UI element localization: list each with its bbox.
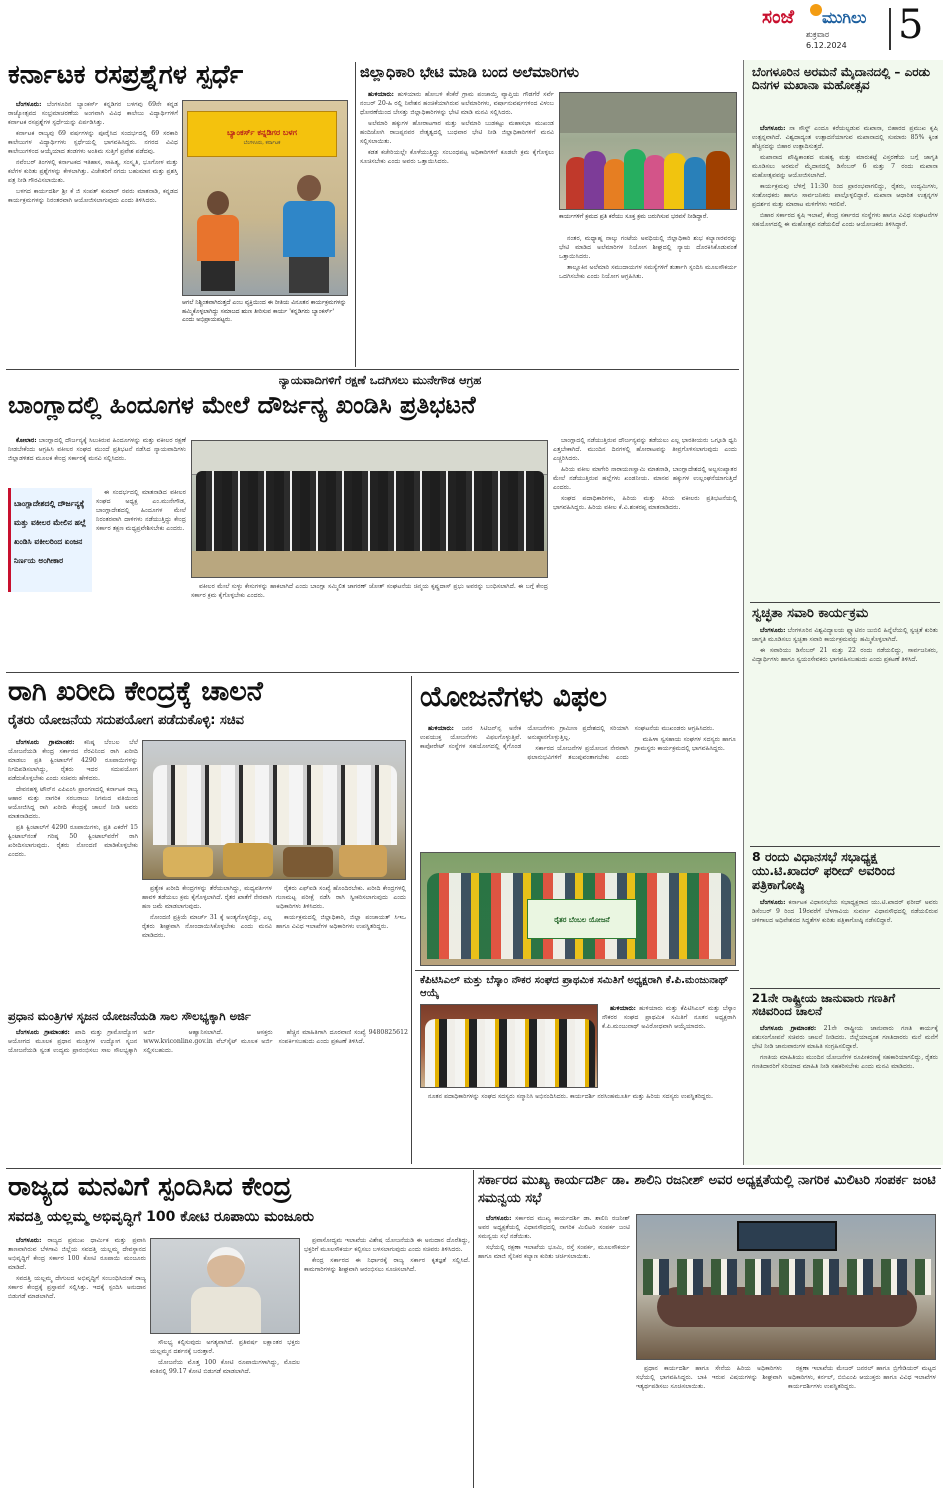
sidebar-divider-1 xyxy=(750,602,940,603)
story7-photo xyxy=(420,1004,598,1088)
story2-headline: ಜಿಲ್ಲಾಧಿಕಾರಿ ಭೇಟಿ ಮಾಡಿ ಬಂದ ಅಲೆಮಾರಿಗಳು xyxy=(360,65,580,81)
story8-para2-0: ಪ್ರವಾಸೋದ್ಯಮ ಇಲಾಖೆಯ ವಿಶೇಷ ಯೋಜನೆಯಡಿ ಈ ಅನುದಾನ ದೊರೆತಿದ್ದು, ಭಕ್ತರಿಗೆ ಮೂಲಸೌಕರ್ಯ ಕಲ್ಪಿಸಲು ಬಳಸಲಾಗುವುದು ಎಂದು ಸಚಿವರು ತಿಳಿಸಿದರು. xyxy=(304,1237,470,1253)
story3-pullquote xyxy=(8,488,92,592)
sidebar-s4-para-0: 21ನೇ ರಾಷ್ಟ್ರೀಯ ಜಾನುವಾರು ಗಣತಿ ಕಾರ್ಯಕ್ಕೆ ಪಶುಸಂಗೋಪನೆ ಸಚಿವರು ಚಾಲನೆ ನೀಡಿದರು. ಜಿಲ್ಲೆಯಾದ್ಯಂತ ಗಣತಿದಾರರು ಮನೆ ಮನೆಗೆ ಭೇಟಿ ನೀಡಿ ಜಾನುವಾರುಗಳ ಮಾಹಿತಿ ಸಂಗ್ರಹಿಸಲಿದ್ದಾರೆ. xyxy=(752,1025,938,1050)
sidebar-s3-para-0: ಕರ್ನಾಟಕ ವಿಧಾನಸಭೆಯ ಸಭಾಧ್ಯಕ್ಷರಾದ ಯು.ಟಿ.ಖಾದರ್ ಫರೀದ್ ಅವರು ಡಿಸೆಂಬರ್ 9 ರಿಂದ 19ರವರೆಗೆ ಬೆಳಗಾವಿಯ ಸುವರ್ಣ ವಿಧಾನಸೌಧದಲ್ಲಿ ನಡೆಯಲಿರುವ ಚಳಿಗಾಲದ ಅಧಿವೇಶನದ ಸಿದ್ಧತೆಗಳ ಕುರಿತು ಪತ್ರಿಕಾಗೋಷ್ಠಿ ನಡೆಸಲಿದ್ದಾರೆ. xyxy=(752,899,938,924)
masthead-divider xyxy=(889,8,891,50)
sidebar-s1-body xyxy=(752,124,938,598)
story5-dateline: ಬೆಂಗಳೂರು ಗ್ರಾಮಾಂತರ: xyxy=(16,1029,70,1036)
sidebar-s2-headline: ಸ್ವಚ್ಛತಾ ಸವಾರಿ ಕಾರ್ಯಕ್ರಮ xyxy=(752,606,869,621)
story6-dateline: ಹುಳಿಯಾರು: xyxy=(428,725,454,732)
sidebar-s2-para-0: ಬೆಂಗಳೂರಿನ ವಿಶ್ವವಿದ್ಯಾಲಯ ಪ್ಲ್ಯಾಟಿನಂ ಜುಬಿಲಿ ಹಿನ್ನೆಲೆಯಲ್ಲಿ ಸ್ವಚ್ಛತೆ ಕುರಿತು ಜಾಗೃತಿ ಮೂಡಿಸಲು ಸ್ವಚ್ಛತಾ ಸವಾರಿ ಕಾರ್ಯಕ್ರಮವನ್ನು ಹಮ್ಮಿಕೊಳ್ಳಲಾಗಿದೆ. xyxy=(752,627,938,643)
story1-banner-sub: ಬೆಂಗಳೂರು, ಕರ್ನಾಟಕ xyxy=(243,140,281,146)
sidebar-s4-para-1: ಗಣತಿಯ ಮಾಹಿತಿಯು ಮುಂದಿನ ಯೋಜನೆಗಳ ರೂಪೀಕರಣಕ್ಕೆ ಸಹಕಾರಿಯಾಗಲಿದ್ದು, ರೈತರು ಗಣತಿದಾರರಿಗೆ ಸರಿಯಾದ ಮಾಹಿತಿ ನೀಡಿ ಸಹಕರಿಸಬೇಕು ಎಂದು ಮನವಿ ಮಾಡಿದರು. xyxy=(752,1054,938,1070)
story9-para3-0: ರಕ್ಷಣಾ ಇಲಾಖೆಯ ಮೇಜರ್ ಜನರಲ್ ಹಾಗೂ ಬ್ರಿಗೇಡಿಯರ್ ಮಟ್ಟದ ಅಧಿಕಾರಿಗಳು, ಕರ್ನಲ್, ಬಿಬಿಎಂಪಿ ಆಯುಕ್ತರು ಹಾಗೂ ವಿವಿಧ ಇಲಾಖೆಗಳ ಕಾರ್ಯದರ್ಶಿಗಳು ಉಪಸ್ಥಿತರಿದ್ದರು. xyxy=(788,1365,936,1390)
story1-body xyxy=(8,100,178,348)
story7-para-1: ನೂತನ ಪದಾಧಿಕಾರಿಗಳನ್ನು ಸಂಘದ ಸದಸ್ಯರು ಸನ್ಮಾನಿಸಿ ಅಭಿನಂದಿಸಿದರು. ಕಾರ್ಯದರ್ಶಿ ನರಸಿಂಹಮೂರ್ತಿ ಮತ್ತು ಹಿರಿಯ ಸದಸ್ಯರು ಉಪಸ್ಥಿತರಿದ್ದರು. xyxy=(428,1093,713,1100)
story9-dateline: ಬೆಂಗಳೂರು: xyxy=(486,1215,512,1222)
story1-dateline: ಬೆಂಗಳೂರು: xyxy=(16,101,42,108)
story2-body-2 xyxy=(559,234,737,362)
story7-body xyxy=(602,1004,736,1088)
story3-body xyxy=(8,436,186,484)
masthead-date: 6.12.2024 xyxy=(806,41,847,50)
story2-para-2: ಕಡತ ಕಚೇರಿಯಲ್ಲೇ ಕೊಳೆಯುತ್ತಿದ್ದು ಸಂಬಂಧಪಟ್ಟ ಅಧಿಕಾರಿಗಳಿಗೆ ಕೂಡಲೇ ಕ್ರಮ ಕೈಗೊಳ್ಳಲು ಸೂಚಿಸಬೇಕು ಎಂದು ಅವರು ಒತ್ತಾಯಿಸಿದರು. xyxy=(360,149,554,165)
story4-body-b xyxy=(142,884,272,1006)
story9-headline: ಸರ್ಕಾರದ ಮುಖ್ಯ ಕಾರ್ಯದರ್ಶಿ ಡಾ. ಶಾಲಿನಿ ರಜನೀಶ್ ಅವರ ಅಧ್ಯಕ್ಷತೆಯಲ್ಲಿ ನಾಗರಿಕ ಮಿಲಿಟರಿ ಸಂಪರ್ಕ ಜಂಟಿ ಸಮನ್ವಯ ಸಭೆ xyxy=(478,1173,936,1206)
story1-banner-title: ಬ್ಯಾಂಕರ್ಸ್ ಕನ್ನಡಿಗರ ಬಳಗ xyxy=(227,128,297,137)
divider-2 xyxy=(6,369,739,370)
story2-body xyxy=(360,90,554,362)
story2-group xyxy=(566,137,732,209)
story5-para-0: ಖಾದಿ ಮತ್ತು ಗ್ರಾಮೋದ್ಯೋಗ ಆಯೋಗದ ಮೂಲಕ ಪ್ರಧಾನ ಮಂತ್ರಿಗಳ ಉದ್ಯೋಗ ಸೃಜನ ಯೋಜನೆಯಡಿ ಸ್ವಂತ ಉದ್ಯಮ ಪ್ರಾರಂಭಿಸಲು ಸಾಲ ಸೌಲಭ್ಯಕ್ಕಾಗಿ ಅರ್ಜಿ ಆಹ್ವಾನಿಸಲಾಗಿದೆ. ಆಸಕ್ತರು www.kviconline.gov.in ವೆಬ್‌ಸೈಟ್ ಮೂಲಕ ಅರ್ಜಿ ಸಲ್ಲಿಸಬಹುದು. xyxy=(8,1029,273,1054)
story6-para-1: ಸರ್ಕಾರದ ಯೋಜನೆಗಳ ಪ್ರಯೋಜನ ನೇರವಾಗಿ ಫಲಾನುಭವಿಗಳಿಗೆ ತಲುಪುವಂತಾಗಬೇಕು ಎಂದು ಸಂಘಟನೆಯ ಮುಖಂಡರು ಆಗ್ರಹಿಸಿದರು. xyxy=(527,725,715,761)
sidebar-s2-para-1: ಈ ಸವಾರಿಯು ಡಿಸೆಂಬರ್ 21 ಮತ್ತು 22 ರಂದು ನಡೆಯಲಿದ್ದು, ಸಾರ್ವಜನಿಕರು, ವಿದ್ಯಾರ್ಥಿಗಳು ಹಾಗೂ ಸ್ವಯಂಸೇವಕರು ಭಾಗವಹಿಸಬಹುದು ಎಂದು ಪ್ರಕಟಣೆ ತಿಳಿಸಿದೆ. xyxy=(752,647,938,663)
sidebar-s1-para-3: ಬಿಹಾರ ಸರ್ಕಾರದ ಕೃಷಿ ಇಲಾಖೆ, ಕೇಂದ್ರ ಸರ್ಕಾರದ ಸಂಸ್ಥೆಗಳು ಹಾಗೂ ವಿವಿಧ ಸಂಘಟನೆಗಳ ಸಹಯೋಗದಲ್ಲಿ ಈ ಮಹೋತ್ಸವ ನಡೆಯಲಿದೆ ಎಂದು ಆಯೋಜಕರು ತಿಳಿಸಿದ್ದಾರೆ. xyxy=(752,212,938,228)
story8-dateline: ಬೆಂಗಳೂರು: xyxy=(16,1237,42,1244)
sidebar-s3-body xyxy=(752,898,938,984)
story4-dateline: ಬೆಂಗಳೂರು ಗ್ರಾಮಾಂತರ: xyxy=(16,739,75,746)
page-number: 5 xyxy=(898,2,924,48)
story3-para-0: ಬಾಂಗ್ಲಾದಲ್ಲಿ ದೌರ್ಜನ್ಯಕ್ಕೆ ಸಿಲುಕಿರುವ ಹಿಂದೂಗಳನ್ನು ಮತ್ತು ವಕೀಲರ ರಕ್ಷಣೆ ನೀಡಬೇಕೆಂದು ಆಗ್ರಹಿಸಿ ವಕೀಲರ ಸಂಘದ ಮುಂದೆ ಪ್ರತಿಭಟನೆ ನಡೆಸಿದ ನ್ಯಾಯವಾದಿಗಳು ಜಿಲ್ಲಾಡಳಿತದ ಮೂಲಕ ಕೇಂದ್ರ ಸರ್ಕಾರಕ್ಕೆ ಮನವಿ ಸಲ್ಲಿಸಿದರು. xyxy=(8,437,186,462)
story4-people xyxy=(153,765,397,845)
logo-sun-icon xyxy=(810,4,822,16)
story1-person-right xyxy=(281,175,337,293)
story1-para-1: ಕರ್ನಾಟಕ ರಾಜ್ಯವು 69 ವರ್ಷಗಳನ್ನು ಪೂರೈಸಿದ ಸಂದರ್ಭದಲ್ಲಿ 69 ಸರಕಾರಿ ಕಾಲೇಜುಗಳ ವಿದ್ಯಾರ್ಥಿಗಳು ಸ್ಪರ್ಧೆಯಲ್ಲಿ ಭಾಗವಹಿಸಿದ್ದರು. ನಗರದ ವಿವಿಧ ಕಾಲೇಜುಗಳಿಂದ ಆಯ್ಕೆಯಾದ ತಂಡಗಳು ಅಂತಿಮ ಸುತ್ತಿಗೆ ಪ್ರವೇಶ ಪಡೆದವು. xyxy=(8,130,178,155)
story8-para3-1: ಯೋಜನೆಯ ಮೊತ್ತ 100 ಕೋಟಿ ರೂಪಾಯಿಗಳಾಗಿದ್ದು, ಮೊದಲ ಕಂತಿನಲ್ಲಿ 99.17 ಕೋಟಿ ಬಿಡುಗಡೆ ಮಾಡಲಾಗಿದೆ. xyxy=(150,1359,300,1375)
story6-para-2: ಮಹಿಳಾ ಸ್ವಸಹಾಯ ಸಂಘಗಳ ಸದಸ್ಯರು ಹಾಗೂ ಗ್ರಾಮಸ್ಥರು ಕಾರ್ಯಕ್ರಮದಲ್ಲಿ ಭಾಗವಹಿಸಿದ್ದರು. xyxy=(634,736,736,752)
sidebar-s1-dateline: ಬೆಂಗಳೂರು: xyxy=(760,125,786,132)
masthead xyxy=(0,0,945,58)
story4-para-1: ದೇವನಹಳ್ಳಿ ಟೌನ್‌ನ ಎಪಿಎಂಸಿ ಪ್ರಾಂಗಣದಲ್ಲಿ ಕರ್ನಾಟಕ ರಾಜ್ಯ ಆಹಾರ ಮತ್ತು ನಾಗರಿಕ ಸರಬರಾಜು ನಿಗಮದ ವತಿಯಿಂದ ಆಯೋಜಿಸಿದ್ದ ರಾಗಿ ಖರೀದಿ ಕೇಂದ್ರಕ್ಕೆ ಚಾಲನೆ ನೀಡಿ ಅವರು ಮಾತನಾಡಿದರು. xyxy=(8,786,138,820)
sidebar-s4-body xyxy=(752,1024,938,1162)
divider-5 xyxy=(415,970,739,971)
story1-photo xyxy=(182,100,348,296)
story3-body-c xyxy=(553,436,737,666)
masthead-day: ಶುಕ್ರವಾರ xyxy=(806,30,830,39)
story1-para-3: ಬಳಗದ ಕಾರ್ಯದರ್ಶಿ ಶ್ರೀ ಕೆ ಜಿ ಸಂಪತ್ ಕುಮಾರ್ ರವರು ಮಾತನಾಡಿ, ಕನ್ನಡದ ಕಾರ್ಯಕ್ರಮಗಳನ್ನು ನಿರಂತರವಾಗಿ ಆಯೋಜಿಸಲಾಗುವುದು ಎಂದು ತಿಳಿಸಿದರು. xyxy=(8,188,178,204)
story4-para-2: ಪ್ರತಿ ಕ್ವಿಂಟಾಲ್‌ಗೆ 4290 ರೂಪಾಯಿಗಳು, ಪ್ರತಿ ಎಕರೆಗೆ 15 ಕ್ವಿಂಟಾಲ್‌ನಂತೆ ಗರಿಷ್ಠ 50 ಕ್ವಿಂಟಾಲ್‌ವರೆಗೆ ರಾಗಿ ಖರೀದಿಸಲಾಗುವುದು. ರೈತರು ನೋಂದಣಿ ಮಾಡಿಕೊಳ್ಳಬೇಕು ಎಂದರು. xyxy=(8,824,138,858)
story1-para-2: ನವೆಂಬರ್ ತಿಂಗಳಲ್ಲಿ ಕರ್ನಾಟಕದ ಇತಿಹಾಸ, ಸಾಹಿತ್ಯ, ಸಂಸ್ಕೃತಿ, ಭೂಗೋಳ ಮತ್ತು ಕಲೆಗಳ ಕುರಿತು ಪ್ರಶ್ನೆಗಳನ್ನು ಕೇಳಲಾಗಿತ್ತು. ವಿಜೇತರಿಗೆ ನಗದು ಬಹುಮಾನ ಮತ್ತು ಪ್ರಶಸ್ತಿ ಪತ್ರ ನೀಡಿ ಗೌರವಿಸಲಾಯಿತು. xyxy=(8,159,178,184)
sidebar-s4-headline: 21ನೇ ರಾಷ್ಟ್ರೀಯ ಜಾನುವಾರು ಗಣತಿಗೆ ಸಚಿವರಿಂದ ಚಾಲನೆ xyxy=(752,991,896,1018)
story4-para-0: ಕನಿಷ್ಠ ಬೆಂಬಲ ಬೆಲೆ ಯೋಜನೆಯಡಿ ಕೇಂದ್ರ ಸರ್ಕಾರದ ನೆರವಿನಿಂದ ರಾಗಿ ಖರೀದಿ ಮಾಡಲು ಪ್ರತಿ ಕ್ವಿಂಟಾಲ್‌ಗೆ 4290 ರೂಪಾಯಿಗಳನ್ನು ನಿಗದಿಪಡಿಸಲಾಗಿದ್ದು, ರೈತರು ಇದರ ಸದುಪಯೋಗ ಪಡೆದುಕೊಳ್ಳಬೇಕು ಎಂದು ಸಚಿವರು ಹೇಳಿದರು. xyxy=(8,739,138,782)
story8-body-b xyxy=(150,1338,300,1486)
story3-para2-1: ಹಿರಿಯ ವಕೀಲ ಮಾಗೇರಿ ನಾರಾಯಣಸ್ವಾಮಿ ಮಾತನಾಡಿ, ಬಾಂಗ್ಲಾದೇಶದಲ್ಲಿ ಅಲ್ಪಸಂಖ್ಯಾತರ ಮೇಲೆ ನಡೆಯುತ್ತಿರುವ ಹಲ್ಲೆಗಳು ಖಂಡನೀಯ. ಮಾನವ ಹಕ್ಕುಗಳ ಉಲ್ಲಂಘನೆಯಾಗುತ್ತಿದೆ ಎಂದರು. xyxy=(553,466,737,491)
story3-body-b xyxy=(96,488,186,592)
story8-subhead: ಸವದತ್ತಿ ಯಲ್ಲಮ್ಮ ಅಭಿವೃದ್ಧಿಗೆ 100 ಕೋಟಿ ರೂಪಾಯಿ ಮಂಜೂರು xyxy=(8,1209,314,1225)
story9-para-1: ಸಭೆಯಲ್ಲಿ ರಕ್ಷಣಾ ಇಲಾಖೆಯ ಭೂಮಿ, ರಸ್ತೆ ಸಂಪರ್ಕ, ಮೂಲಸೌಕರ್ಯ ಹಾಗೂ ಮಾಜಿ ಸೈನಿಕರ ಕಲ್ಯಾಣ ಕುರಿತು ಚರ್ಚಿಸಲಾಯಿತು. xyxy=(478,1244,630,1260)
story3-crowd xyxy=(196,471,544,551)
sidebar-s1-para-2: ಕಾರ್ಯಕ್ರಮವು ಬೆಳಿಗ್ಗೆ 11:30 ರಿಂದ ಪ್ರಾರಂಭವಾಗಲಿದ್ದು, ರೈತರು, ಉದ್ಯಮಿಗಳು, ಸಂಶೋಧಕರು ಹಾಗೂ ಸಾರ್ವಜನಿಕರು ಪಾಲ್ಗೊಳ್ಳಲಿದ್ದಾರೆ. ಮಖಾನಾ ಆಧಾರಿತ ಉತ್ಪನ್ನಗಳ ಪ್ರದರ್ಶನ ಮತ್ತು ಮಾರಾಟ ಮಳಿಗೆಗಳು ಇರಲಿವೆ. xyxy=(752,183,938,208)
divider-1 xyxy=(355,62,356,367)
story8-headline: ರಾಜ್ಯದ ಮನವಿಗೆ ಸ್ಪಂದಿಸಿದ ಕೇಂದ್ರ xyxy=(8,1172,292,1202)
story4-para2-0: ಪ್ರತ್ಯೇಕ ಖರೀದಿ ಕೇಂದ್ರಗಳನ್ನು ತೆರೆಯಲಾಗಿದ್ದು, ಮಧ್ಯವರ್ತಿಗಳ ಹಾವಳಿ ತಡೆಯಲು ಕ್ರಮ ಕೈಗೊಳ್ಳಲಾಗಿದೆ. ರೈತರ ಖಾತೆಗೆ ನೇರವಾಗಿ ಹಣ ಜಮೆ ಮಾಡಲಾಗುವುದು. xyxy=(142,885,272,910)
sidebar-divider-3 xyxy=(750,988,940,989)
sidebar-s2-body xyxy=(752,626,938,842)
divider-6 xyxy=(6,1168,941,1169)
story8-portrait xyxy=(191,1247,261,1334)
story2-photo xyxy=(559,92,737,210)
story7-body-b xyxy=(420,1092,736,1162)
story7-dateline: ಹುಳಿಯಾರು: xyxy=(610,1005,636,1012)
sidebar-s3-dateline: ಬೆಂಗಳೂರು: xyxy=(760,899,786,906)
story2-para2-0: ನಂತರ, ಮಧ್ಯಾಹ್ನ ನಾಲ್ಕು ಗಂಟೆಯ ಅವಧಿಯಲ್ಲಿ ಜಿಲ್ಲಾಧಿಕಾರಿ ಶುಭ ಕಲ್ಯಾಣರವರನ್ನು ಭೇಟಿ ಮಾಡಿದ ಅಲೆಮಾರಿಗಳ ನಿಯೋಗ ಶೀಘ್ರದಲ್ಲಿ ನ್ಯಾಯ ದೊರಕಿಸಿಕೊಡುವಂತೆ ಒತ್ತಾಯಿಸಿದರು. xyxy=(559,235,737,260)
story9-para2-0: ಪ್ರಧಾನ ಕಾರ್ಯದರ್ಶಿ ಹಾಗೂ ಸೇನೆಯ ಹಿರಿಯ ಅಧಿಕಾರಿಗಳು ಸಭೆಯಲ್ಲಿ ಭಾಗವಹಿಸಿದ್ದರು. ಬಾಕಿ ಇರುವ ವಿಷಯಗಳನ್ನು ಶೀಘ್ರವಾಗಿ ಇತ್ಯರ್ಥಪಡಿಸಲು ಸೂಚಿಸಲಾಯಿತು. xyxy=(636,1365,782,1390)
sidebar-s1-para-1: ಮಖಾನಾದ ಪೌಷ್ಟಿಕಾಂಶದ ಮಹತ್ವ ಮತ್ತು ಮಾರುಕಟ್ಟೆ ವಿಸ್ತರಣೆಯ ಬಗ್ಗೆ ಜಾಗೃತಿ ಮೂಡಿಸಲು ಅರಮನೆ ಮೈದಾನದಲ್ಲಿ ಡಿಸೆಂಬರ್ 6 ಮತ್ತು 7 ರಂದು ಮಖಾನಾ ಮಹೋತ್ಸವವನ್ನು ಆಯೋಜಿಸಲಾಗಿದೆ. xyxy=(752,154,938,179)
story3-caption xyxy=(191,582,548,666)
story9-attendees xyxy=(643,1259,931,1295)
logo-sanje: ಸಂಜೆ xyxy=(762,6,795,28)
story7-headline: ಕೆಪಿಟಿಸಿಎಲ್ ಮತ್ತು ಬೆಸ್ಕಾಂ ನೌಕರ ಸಂಘದ ಪ್ರಾಥಮಿಕ ಸಮಿತಿಗೆ ಅಧ್ಯಕ್ಷರಾಗಿ ಕೆ.ಪಿ.ಮಂಜುನಾಥ್ ಆಯ್ಕೆ xyxy=(420,975,729,999)
story1-banner xyxy=(187,111,337,157)
story3-headline: ಬಾಂಗ್ಲಾದಲ್ಲಿ ಹಿಂದೂಗಳ ಮೇಲೆ ದೌರ್ಜನ್ಯ ಖಂಡಿಸಿ ಪ್ರತಿಭಟನೆ xyxy=(8,391,476,419)
story5-headline: ಪ್ರಧಾನ ಮಂತ್ರಿಗಳ ಸೃಜನ ಯೋಜನೆಯಡಿ ಸಾಲ ಸೌಲಭ್ಯಕ್ಕಾಗಿ ಅರ್ಜಿ xyxy=(8,1009,251,1023)
story3-kicker: ನ್ಯಾಯವಾದಿಗಳಿಗೆ ರಕ್ಷಣೆ ಒದಗಿಸಲು ಮುನೇಗೌಡ ಆಗ್ರಹ xyxy=(278,373,482,387)
story8-para-1: ಸವದತ್ತಿ ಯಲ್ಲಮ್ಮ ದೇಗುಲದ ಅಭಿವೃದ್ಧಿಗೆ ಸಂಬಂಧಿಸಿದಂತೆ ರಾಜ್ಯ ಸರ್ಕಾರ ಕೇಂದ್ರಕ್ಕೆ ಪ್ರಸ್ತಾವನೆ ಸಲ್ಲಿಸಿತ್ತು. ಇದಕ್ಕೆ ಸ್ಪಂದಿಸಿ ಅನುದಾನ ಬಿಡುಗಡೆ ಮಾಡಲಾಗಿದೆ. xyxy=(8,1275,146,1300)
sidebar-s1-headline: ಬೆಂಗಳೂರಿನ ಅರಮನೆ ಮೈದಾನದಲ್ಲಿ – ಎರಡು ದಿನಗಳ ಮಖಾನಾ ಮಹೋತ್ಸವ xyxy=(752,65,931,93)
story6-photo xyxy=(420,852,736,966)
story8-body xyxy=(8,1236,146,1486)
sidebar-s3-headline: 8 ರಂದು ವಿಧಾನಸಭೆ ಸಭಾಧ್ಯಕ್ಷ ಯು.ಟಿ.ಖಾದರ್ ಫರೀದ್ ಅವರಿಂದ ಪತ್ರಿಕಾಗೋಷ್ಠಿ xyxy=(752,849,895,892)
story9-body-c xyxy=(788,1364,936,1486)
story5-para-1: ಹೆಚ್ಚಿನ ಮಾಹಿತಿಗಾಗಿ ದೂರವಾಣಿ ಸಂಖ್ಯೆ 9480825612 ಸಂಪರ್ಕಿಸಬಹುದು ಎಂದು ಪ್ರಕಟಣೆ ತಿಳಿಸಿದೆ. xyxy=(278,1029,408,1045)
story4-para3-0: ರೈತರು ಎಫ್‌ಐಡಿ ಸಂಖ್ಯೆ ಹೊಂದಿರಬೇಕು. ಖರೀದಿ ಕೇಂದ್ರಗಳಲ್ಲಿ ಗುಣಮಟ್ಟ ಪರೀಕ್ಷೆ ನಡೆಸಿ ರಾಗಿ ಸ್ವೀಕರಿಸಲಾಗುವುದು ಎಂದು ಅಧಿಕಾರಿಗಳು ತಿಳಿಸಿದರು. xyxy=(276,885,406,910)
divider-3 xyxy=(6,672,739,673)
story2-para2-1: ತಾಲ್ಲೂಕಿನ ಅಲೆಮಾರಿ ಸಮುದಾಯಗಳ ಸಮಸ್ಯೆಗಳಿಗೆ ತುರ್ತಾಗಿ ಸ್ಪಂದಿಸಿ ಮೂಲಸೌಕರ್ಯ ಒದಗಿಸಬೇಕು ಎಂದು ನಿಯೋಗ ಆಗ್ರಹಿಸಿತು. xyxy=(559,264,737,280)
story7-people xyxy=(425,1019,595,1087)
story7-para-0: ಹುಳಿಯಾರು ಮತ್ತು ಕೆಪಿಟಿಸಿಎಲ್ ಮತ್ತು ಬೆಸ್ಕಾಂ ನೌಕರರ ಸಂಘದ ಪ್ರಾಥಮಿಕ ಸಮಿತಿಗೆ ನೂತನ ಅಧ್ಯಕ್ಷರಾಗಿ ಕೆ.ಪಿ.ಮಂಜುನಾಥ್ ಅವಿರೋಧವಾಗಿ ಆಯ್ಕೆಯಾದರು. xyxy=(602,1005,736,1030)
story2-para-0: ಹುಳಿಯಾರು ಹೋಬಳಿ ಕೆಂಕೆರೆ ಗ್ರಾಮ ಪಂಚಾಯ್ತಿ ವ್ಯಾಪ್ತಿಯ ಗೌಡಗೆರೆ ಸರ್ವೆ ನಂಬರ್ 20-ಹಿ ರಲ್ಲಿ ನಿವೇಶನ ಹಂಚಿಕೆಯಾಗಿರುವ ಅಲೆಮಾರಿಗಳು, ವರ್ಷಾನುವರ್ಷಗಳಿಂದ ವಿಳಂಬ ಧೋರಣೆಯಿಂದ ಬೇಸತ್ತು ಜಿಲ್ಲಾಧಿಕಾರಿಗಳನ್ನು ಭೇಟಿ ಮಾಡಿ ಮನವಿ ಸಲ್ಲಿಸಿದರು. xyxy=(360,91,554,116)
story6-body xyxy=(420,724,736,848)
story9-body-b xyxy=(636,1364,782,1486)
story3-caption-text: ವಕೀಲರ ಮೇಲೆ ಸುಳ್ಳು ಕೇಸುಗಳನ್ನು ಹಾಕಲಾಗಿದೆ ಎಂದು ಬಾಂಗ್ಲಾ ಸಮ್ಮಿಲಿತ ಜಾಗರಣ್ ಜೋತ್ ಸಂಘಟನೆಯ ಚಿನ್ಮಯ ಕೃಷ್ಣದಾಸ್ ಪ್ರಭು ಅವರನ್ನು ಬಂಧಿಸಲಾಗಿದೆ. ಈ ಬಗ್ಗೆ ಕೇಂದ್ರ ಸರ್ಕಾರ ಕ್ರಮ ಕೈಗೊಳ್ಳಬೇಕು ಎಂದರು. xyxy=(191,583,548,599)
sidebar-s4-dateline: ಬೆಂಗಳೂರು ಗ್ರಾಮಾಂತರ: xyxy=(760,1025,817,1032)
story8-body-c xyxy=(304,1236,470,1486)
story3-photo xyxy=(191,440,548,578)
story1-headline: ಕರ್ನಾಟಕ ರಸಪ್ರಶ್ನೆಗಳ ಸ್ಪರ್ಧೆ xyxy=(8,60,244,90)
story4-grain-sacks xyxy=(163,841,387,877)
story4-headline: ರಾಗಿ ಖರೀದಿ ಕೇಂದ್ರಕ್ಕೆ ಚಾಲನೆ xyxy=(8,676,263,707)
story1-person-left xyxy=(195,191,241,291)
story6-banner xyxy=(527,899,637,939)
story8-para3-0: ಸೌಲಭ್ಯ ಕಲ್ಪಿಸುವುದು ಅಗತ್ಯವಾಗಿದೆ. ಪ್ರತಿವರ್ಷ ಲಕ್ಷಾಂತರ ಭಕ್ತರು ಯಲ್ಲಮ್ಮನ ದರ್ಶನಕ್ಕೆ ಬರುತ್ತಾರೆ. xyxy=(150,1339,300,1355)
story6-headline: ಯೋಜನೆಗಳು ವಿಫಲ xyxy=(420,680,608,713)
story2-caption: ಕಾರ್ಯಗಳಿಗೆ ಕ್ರಮದ ಪ್ರತಿ ಕರೆಯು ಸೂಕ್ತ ಕ್ರಮ ಜರುಗಿಸುವ ಭರವಸೆ ನೀಡಿದ್ದಾರೆ. xyxy=(559,213,709,220)
story8-photo xyxy=(150,1238,300,1334)
divider-7 xyxy=(473,1170,474,1488)
story9-photo xyxy=(636,1214,936,1360)
story3-pullquote-text: ಬಾಂಗ್ಲಾದೇಶದಲ್ಲಿ ದೌರ್ಜನ್ಯಕ್ಕೆ ಮತ್ತು ವಕೀಲರ ಮೇಲಿನ ಹಲ್ಲೆ ಖಂಡಿಸಿ ವಕೀಲರಿಂದ ಏಂಜನ ನಿರ್ಣಯ ಅಂಗೀಕಾರ xyxy=(14,499,86,565)
story3-para2-2: ಸಂಘದ ಪದಾಧಿಕಾರಿಗಳು, ಹಿರಿಯ ಮತ್ತು ಕಿರಿಯ ವಕೀಲರು ಪ್ರತಿಭಟನೆಯಲ್ಲಿ ಭಾಗವಹಿಸಿದ್ದರು. ಹಿರಿಯ ವಕೀಲ ಕೆ.ವಿ.ಶಂಕರಪ್ಪ ಮಾತನಾಡಿದರು. xyxy=(553,495,737,511)
story1-caption: ಆಗಲೆ ನಿಶ್ಚಿಂತವಾಗಿರುತ್ತದೆ ಎಂಬ ವ್ಯಕ್ತಿಯಿಂದ ಈ ರೀತಿಯ ವಿನೂತನ ಕಾರ್ಯಕ್ರಮಗಳನ್ನು ಹಮ್ಮಿಕೊಳ್ಳಲಾಗಿದ್ದು ಸಮಾಜದ ಋಣ ತೀರಿಸುವ ಕಾರ್ಯ 'ಕನ್ನಡಿಗರು ಬ್ಯಾಂಕರ್ಸ್' ಎಂದು ಅಭಿಪ್ರಾಯಪಟ್ಟರು. xyxy=(182,299,347,323)
story4-body xyxy=(8,738,138,1006)
story4-para3-1: ಕಾರ್ಯಕ್ರಮದಲ್ಲಿ ಜಿಲ್ಲಾಧಿಕಾರಿ, ಜಿಲ್ಲಾ ಪಂಚಾಯತ್ ಸಿಇಒ ಹಾಗೂ ವಿವಿಧ ಇಲಾಖೆಗಳ ಅಧಿಕಾರಿಗಳು ಉಪಸ್ಥಿತರಿದ್ದರು. xyxy=(276,914,406,930)
story3-dateline: ಕೋಲಾರ: xyxy=(16,437,37,444)
story3-para2-0: ಬಾಂಗ್ಲಾದಲ್ಲಿ ನಡೆಯುತ್ತಿರುವ ದೌರ್ಜನ್ಯವನ್ನು ತಡೆಯಲು ಎಲ್ಲ ಭಾರತೀಯರು ಒಗ್ಗೂಡಿ ಧ್ವನಿ ಎತ್ತಬೇಕಾಗಿದೆ. ಮುಂದಿನ ದಿನಗಳಲ್ಲಿ ಹೋರಾಟವನ್ನು ತೀವ್ರಗೊಳಿಸಲಾಗುವುದು ಎಂದು ಎಚ್ಚರಿಸಿದರು. xyxy=(553,437,737,462)
story4-photo xyxy=(142,740,406,880)
logo-mugilu: ಮುಗಿಲು xyxy=(822,8,867,27)
story3-para-1: ಈ ಸಂದರ್ಭದಲ್ಲಿ ಮಾತನಾಡಿದ ವಕೀಲರ ಸಂಘದ ಅಧ್ಯಕ್ಷ ಎಂ.ಮುನೇಗೌಡ, ಬಾಂಗ್ಲಾದೇಶದಲ್ಲಿ ಹಿಂದೂಗಳ ಮೇಲೆ ನಿರಂತರವಾಗಿ ದಾಳಿಗಳು ನಡೆಯುತ್ತಿದ್ದು ಕೇಂದ್ರ ಸರ್ಕಾರ ತಕ್ಷಣ ಮಧ್ಯಪ್ರವೇಶಿಸಬೇಕು ಎಂದರು. xyxy=(96,489,186,532)
story6-para-0: ಜನರ ಸಿಟಿಜನ್‌ನ್ಸ ಅನೇಕ ಉಪಯುಕ್ತ ಯೋಜನೆಗಳು ವಿಫಲಗೊಳ್ಳುತ್ತಿವೆ. ಕಾಪೋರೇಟ್ ಸಂಸ್ಥೆಗಳ ಸಹಯೋಗದಲ್ಲಿ ಕೈಗೊಂಡ ಯೋಜನೆಗಳು ಗ್ರಾಮೀಣ ಪ್ರದೇಶದಲ್ಲಿ ಸರಿಯಾಗಿ ಅನುಷ್ಠಾನಗೊಳ್ಳುತ್ತಿಲ್ಲ. xyxy=(420,725,629,750)
story9-body xyxy=(478,1214,630,1486)
story8-para2-1: ಕೇಂದ್ರ ಸರ್ಕಾರದ ಈ ನಿರ್ಧಾರಕ್ಕೆ ರಾಜ್ಯ ಸರ್ಕಾರ ಕೃತಜ್ಞತೆ ಸಲ್ಲಿಸಿದೆ. ಕಾಮಗಾರಿಗಳನ್ನು ಶೀಘ್ರವಾಗಿ ಆರಂಭಿಸಲು ಸೂಚಿಸಲಾಗಿದೆ. xyxy=(304,1257,470,1273)
story4-body-c xyxy=(276,884,406,1006)
story4-subhead: ರೈತರು ಯೋಜನೆಯ ಸದುಪಯೋಗ ಪಡೆದುಕೊಳ್ಳಿ: ಸಚಿವ xyxy=(8,713,244,728)
divider-4 xyxy=(411,676,412,1164)
story2-dateline: ಹುಳಿಯಾರು: xyxy=(368,91,394,98)
story9-para-0: ಸರ್ಕಾರದ ಮುಖ್ಯ ಕಾರ್ಯದರ್ಶಿ ಡಾ. ಶಾಲಿನಿ ರಜನೀಶ್ ಅವರ ಅಧ್ಯಕ್ಷತೆಯಲ್ಲಿ ವಿಧಾನಸೌಧದಲ್ಲಿ ನಾಗರಿಕ ಮಿಲಿಟರಿ ಸಂಪರ್ಕ ಜಂಟಿ ಸಮನ್ವಯ ಸಭೆ ನಡೆಯಿತು. xyxy=(478,1215,630,1240)
story9-screens xyxy=(737,1221,837,1251)
story6-banner-text: ರೈತರ ಬೆಂಬಲ ಯೋಜನೆ xyxy=(554,916,610,924)
story8-para-0: ರಾಜ್ಯದ ಪ್ರಮುಖ ಧಾರ್ಮಿಕ ಮತ್ತು ಪ್ರವಾಸಿ ತಾಣವಾಗಿರುವ ಬೆಳಗಾವಿ ಜಿಲ್ಲೆಯ ಸವದತ್ತಿ ಯಲ್ಲಮ್ಮ ದೇವಸ್ಥಾನದ ಅಭಿವೃದ್ಧಿಗೆ ಕೇಂದ್ರ ಸರ್ಕಾರ 100 ಕೋಟಿ ರೂಪಾಯಿ ಮಂಜೂರು ಮಾಡಿದೆ. xyxy=(8,1237,146,1271)
story4-para2-1: ನೋಂದಣಿ ಪ್ರಕ್ರಿಯೆ ಮಾರ್ಚ್ 31 ಕ್ಕೆ ಅಂತ್ಯಗೊಳ್ಳಲಿದ್ದು, ಎಲ್ಲ ರೈತರು ಶೀಘ್ರವಾಗಿ ನೋಂದಾಯಿಸಿಕೊಳ್ಳಬೇಕು ಎಂದು ಮನವಿ ಮಾಡಿದರು. xyxy=(142,914,272,939)
story5-body xyxy=(8,1028,408,1162)
story2-para-1: ಅಲೆಮಾರಿ ಹಕ್ಕುಗಳ ಹೋರಾಟಗಾರ ಮತ್ತು ಅಲೆಮಾರಿ ಬುಡಕಟ್ಟು ಮಹಾಸಭಾ ಮುಖಂಡ ಹಂದಿಜೋಗಿ ರಾಜಪ್ಪನವರ ನೇತೃತ್ವದಲ್ಲಿ ಬುಧವಾರ ಭೇಟಿ ನೀಡಿ ಜಿಲ್ಲಾಧಿಕಾರಿಗಳಿಗೆ ಮನವಿ ಸಲ್ಲಿಸಲಾಯಿತು. xyxy=(360,120,554,145)
sidebar-s1-para-0: ನಾ ಸೌಸ್ಥ್ ಎಂದೂ ಕರೆಯಲ್ಪಡುವ ಮಖಾನಾ, ಬಿಹಾರದ ಪ್ರಮುಖ ಕೃಷಿ ಉತ್ಪನ್ನವಾಗಿದೆ. ವಿಶ್ವದಾದ್ಯಂತ ಉತ್ಪಾದನೆಯಾಗುವ ಮಖಾನಾದಲ್ಲಿ ಸುಮಾರು 85% ಕ್ಕಿಂತ ಹೆಚ್ಚಿನದನ್ನು ಬಿಹಾರ ಉತ್ಪಾದಿಸುತ್ತದೆ. xyxy=(752,125,938,150)
story1-para-0: ಬೆಂಗಳೂರಿನ ಬ್ಯಾಂಕರ್ಸ್ ಕನ್ನಡಿಗರ ಬಳಗವು 69ನೇ ಕನ್ನಡ ರಾಜ್ಯೋತ್ಸವದ ಸಂಭ್ರಮಾಚರಣೆಯ ಅಂಗವಾಗಿ ವಿವಿಧ ಕಾಲೇಜು ವಿದ್ಯಾರ್ಥಿಗಳಿಗೆ ಕರ್ನಾಟಕ ರಸಪ್ರಶ್ನೆಗಳ ಸ್ಪರ್ಧೆಯನ್ನು ಏರ್ಪಡಿಸಿತ್ತು. xyxy=(8,101,178,126)
sidebar-s2-dateline: ಬೆಂಗಳೂರು: xyxy=(760,627,786,634)
sidebar-divider-2 xyxy=(750,846,940,847)
